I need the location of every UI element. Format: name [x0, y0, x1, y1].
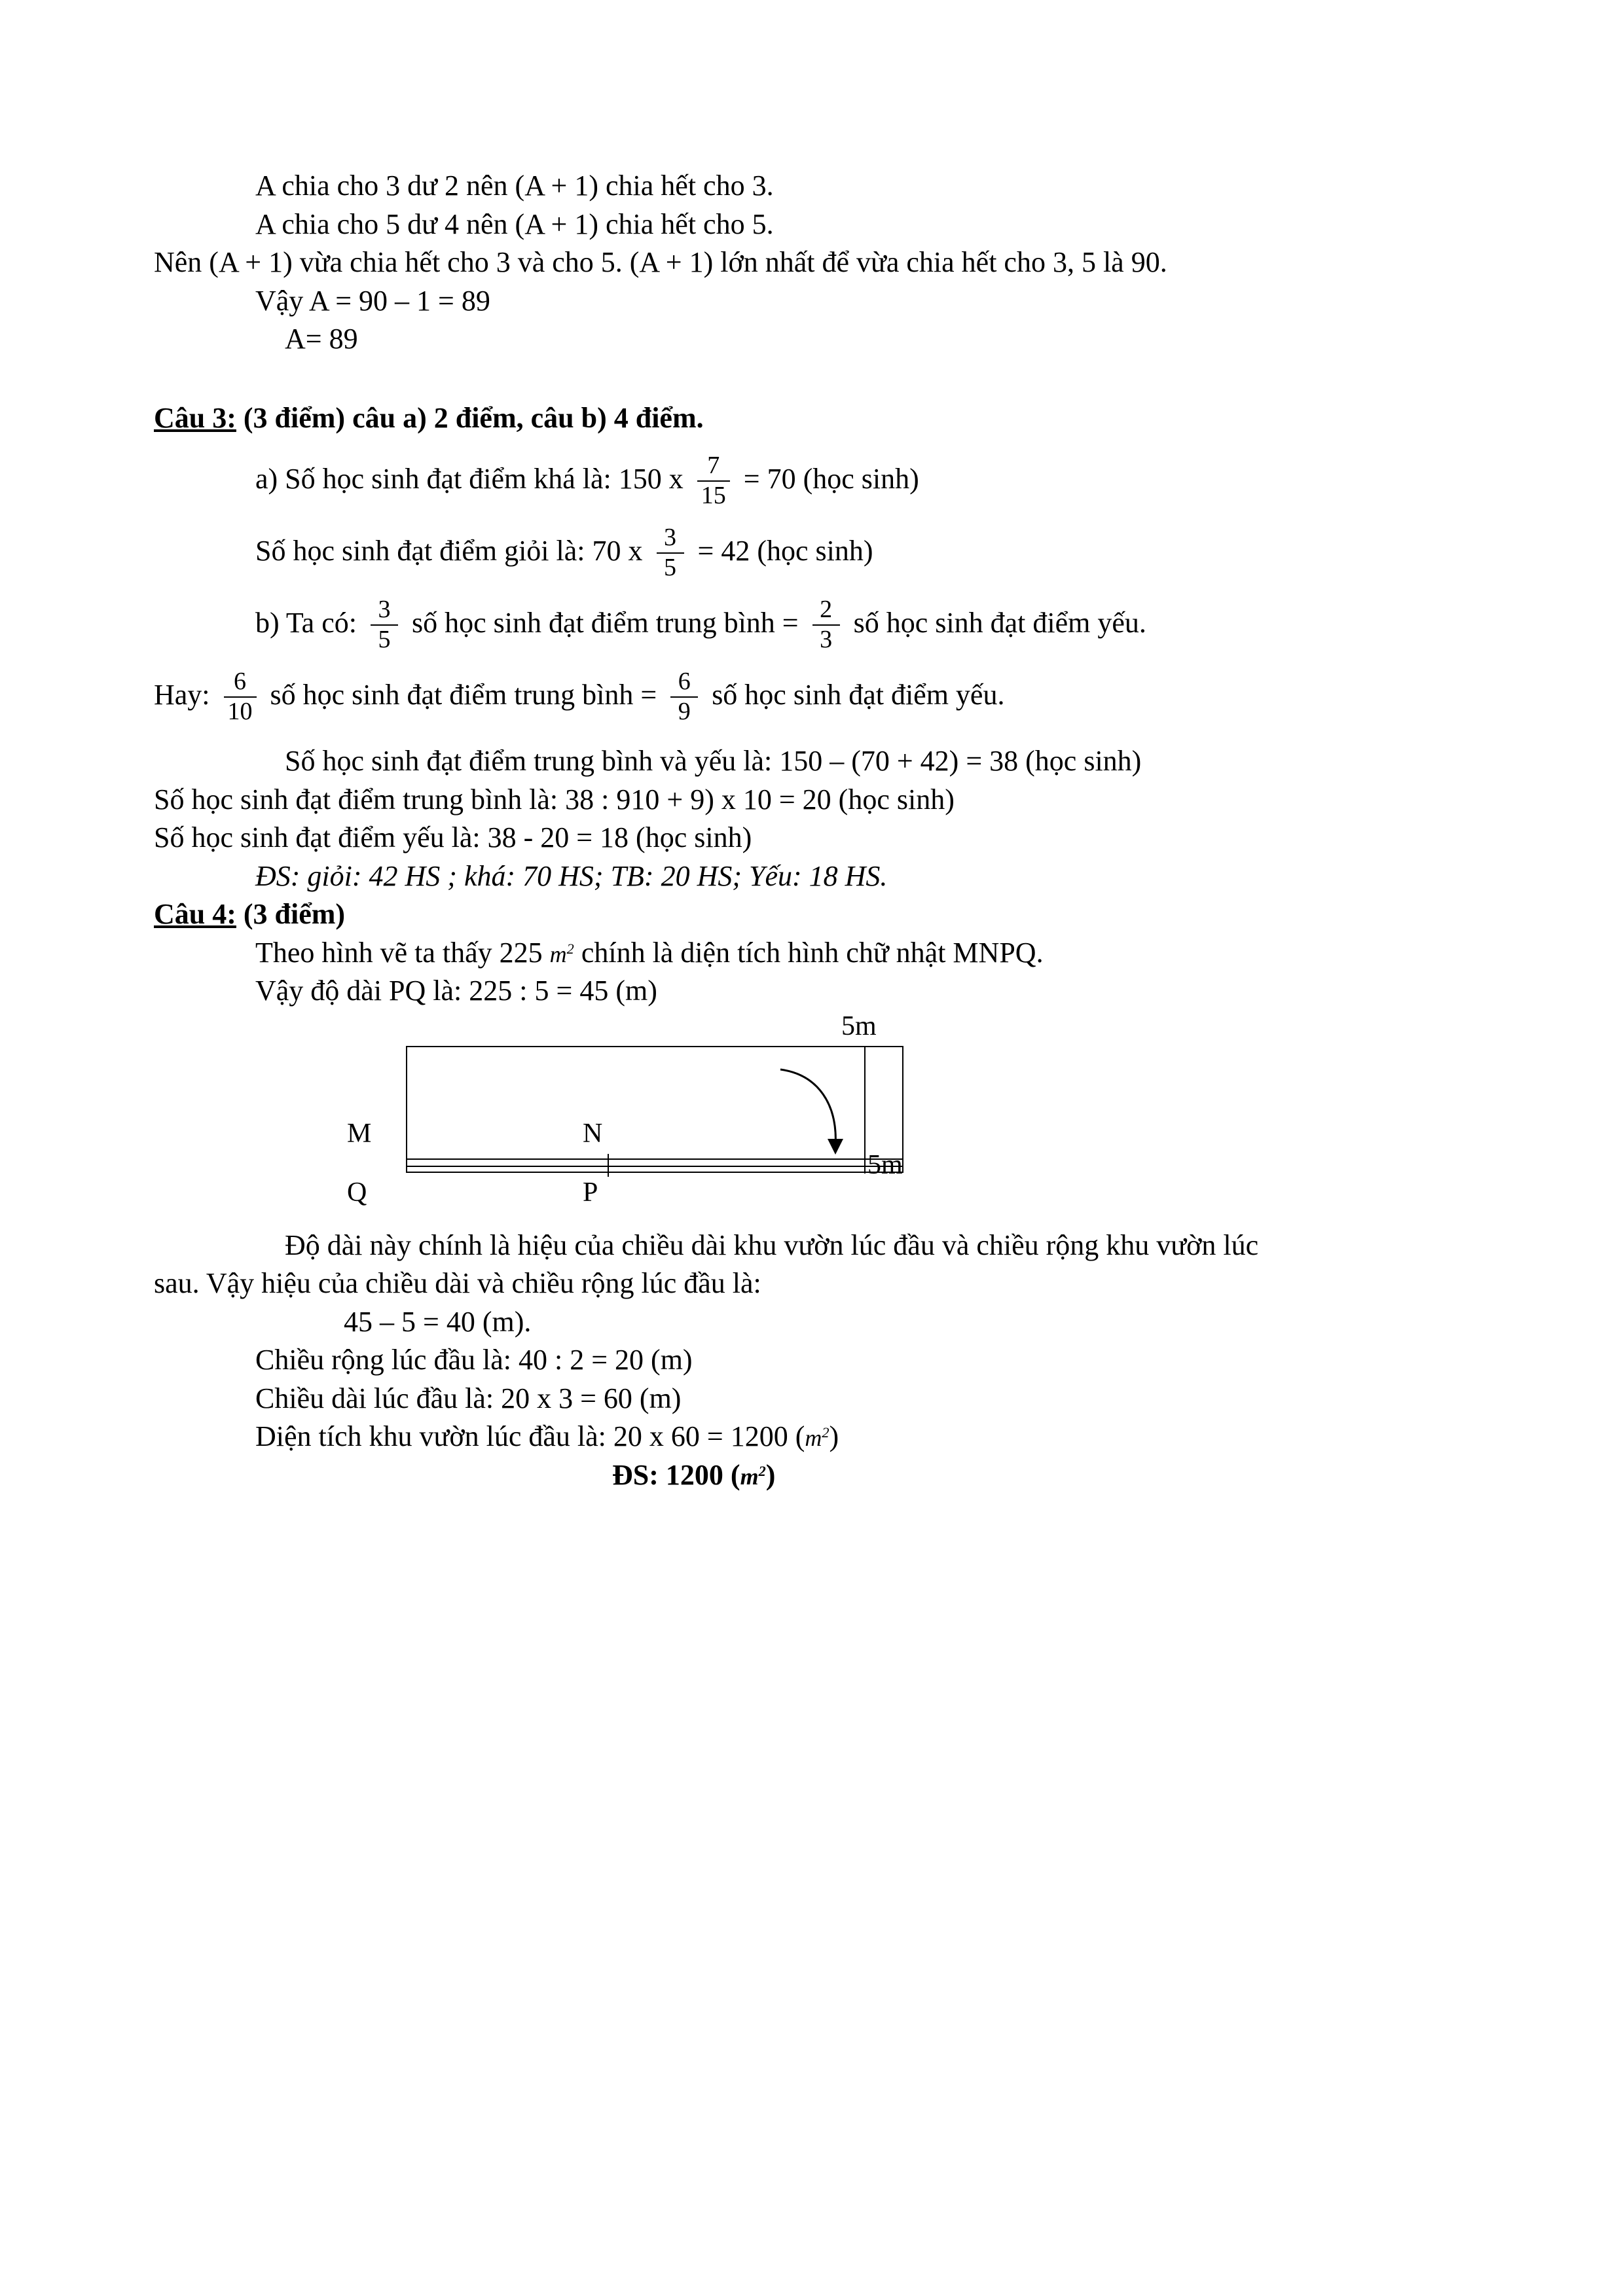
cau4-line1-a: Theo hình vẽ ta thấy 225 — [255, 936, 543, 969]
figure-canvas — [255, 1011, 910, 1216]
intro-line-2: A chia cho 5 dư 4 nên (A + 1) chia hết cho 5. — [255, 207, 774, 240]
fraction-numerator: 6 — [678, 668, 691, 696]
cau3-heading — [154, 399, 1470, 438]
intro-line-1: A chia cho 3 dư 2 nên (A + 1) chia hết cho 3. — [255, 170, 774, 202]
cau3-line-tb: Số học sinh đạt điểm trung bình là: 38 : 910 + 9) x 10 = 20 (học sinh) — [154, 783, 955, 816]
cau4-heading — [154, 895, 1470, 934]
intro-line-4: Vậy A = 90 – 1 = 89 — [255, 284, 490, 317]
spacer-6 — [154, 725, 1470, 742]
label-right-5m: 5m — [867, 1149, 903, 1180]
fraction-numerator: 3 — [664, 524, 677, 552]
label-vertex-q: Q — [347, 1177, 367, 1208]
fraction-6-9 — [670, 669, 698, 724]
fraction-denominator: 3 — [820, 626, 833, 654]
label-vertex-m: M — [347, 1118, 372, 1149]
fraction-numerator: 6 — [234, 668, 247, 696]
fraction-3-5-b — [371, 597, 398, 652]
intro-line-5: A= 89 — [285, 323, 358, 355]
unit-exponent: 2 — [822, 1424, 830, 1441]
cau4-ds-b: ) — [765, 1458, 776, 1491]
document-content — [154, 167, 1470, 1494]
cau3-a-prefix: a) Số học sinh đạt điểm khá là: 150 x — [255, 463, 684, 495]
unit-m-squared — [805, 1425, 829, 1451]
fraction-3-5 — [657, 525, 684, 580]
cau3-a2-suffix: = 42 (học sinh) — [697, 535, 873, 567]
cau4-calc4-a: Diện tích khu vườn lúc đầu là: 20 x 60 = 1200 ( — [255, 1420, 805, 1453]
label-vertex-p: P — [583, 1177, 598, 1208]
cau3-hay-suffix: số học sinh đạt điểm yếu. — [712, 679, 1005, 711]
cau4-para-1: Độ dài này chính là hiệu của chiều dài khu vườn lúc đầu và chiều rộng khu vườn lúc — [285, 1229, 1259, 1261]
cau3-b-suffix: số học sinh đạt điểm yếu. — [853, 607, 1146, 639]
spacer-2 — [154, 437, 1470, 454]
fraction-7-15 — [697, 453, 730, 508]
unit-m-squared — [740, 1463, 766, 1490]
cau3-hay-line — [154, 670, 1470, 725]
fraction-denominator: 9 — [678, 698, 691, 726]
cau3-label: Câu 3: — [154, 401, 236, 434]
unit-m: m — [549, 941, 567, 967]
vertical-divider-mid — [608, 1154, 609, 1177]
fraction-numerator: 7 — [707, 452, 720, 480]
cau3-heading-rest: (3 điểm) câu a) 2 điểm, câu b) 4 điểm. — [236, 401, 704, 434]
cau4-calc-1: 45 – 5 = 40 (m). — [344, 1305, 532, 1338]
cau3-a-suffix: = 70 (học sinh) — [743, 463, 919, 495]
cau4-calc-2: Chiều rộng lúc đầu là: 40 : 2 = 20 (m) — [255, 1344, 693, 1376]
cau3-a-line — [154, 454, 1470, 509]
label-top-5m: 5m — [841, 1011, 877, 1041]
spacer-4 — [154, 581, 1470, 598]
cau3-b-prefix: b) Ta có: — [255, 607, 357, 639]
cau4-line-2: Vậy độ dài PQ là: 225 : 5 = 45 (m) — [255, 975, 657, 1007]
cau4-label: Câu 4: — [154, 898, 236, 931]
cau4-calc-3: Chiều dài lúc đầu là: 20 x 3 = 60 (m) — [255, 1382, 682, 1414]
cau4-line1-b: chính là diện tích hình chữ nhật MNPQ. — [581, 936, 1044, 969]
unit-exponent: 2 — [566, 940, 574, 957]
cau3-hay-prefix: Hay: — [154, 679, 210, 711]
fraction-denominator: 5 — [664, 554, 677, 582]
label-vertex-n: N — [583, 1118, 603, 1149]
fraction-2-3 — [812, 597, 840, 652]
cau4-ds-a: ĐS: 1200 ( — [612, 1458, 740, 1491]
cau4-heading-rest: (3 điểm) — [236, 898, 346, 931]
geometry-figure — [154, 1011, 1470, 1223]
fraction-6-10 — [224, 669, 257, 724]
cau3-a2-line — [154, 526, 1470, 581]
cau3-hay-mid: số học sinh đạt điểm trung bình = — [270, 679, 657, 711]
fraction-denominator: 5 — [378, 626, 391, 654]
cau4-ds — [154, 1456, 1470, 1495]
spacer-1 — [154, 359, 1470, 399]
cau4-calc4-b: ) — [829, 1420, 839, 1453]
unit-m: m — [740, 1463, 759, 1490]
cau3-b-mid: số học sinh đạt điểm trung bình = — [411, 607, 799, 639]
spacer-5 — [154, 653, 1470, 670]
cau3-b-line — [154, 598, 1470, 653]
unit-exponent: 2 — [758, 1462, 766, 1479]
cau3-line-tb-yeu: Số học sinh đạt điểm trung bình và yếu là: 150 – (70 + 42) = 38 (học sinh) — [285, 745, 1142, 778]
unit-m-squared — [550, 941, 574, 967]
cau4-calc-4 — [154, 1418, 1470, 1456]
cau3-ds: ĐS: giỏi: 42 HS ; khá: 70 HS; TB: 20 HS; Yếu: 18 HS. — [255, 859, 888, 892]
fraction-denominator: 10 — [227, 698, 253, 726]
fraction-numerator: 2 — [820, 596, 833, 624]
spacer-3 — [154, 509, 1470, 526]
cau4-line-1 — [154, 934, 1470, 973]
intro-line-3: Nên (A + 1) vừa chia hết cho 3 và cho 5. (A + 1) lớn nhất để vừa chia hết cho 3, 5 là 90. — [154, 246, 1167, 279]
cau3-a2-prefix: Số học sinh đạt điểm giỏi là: 70 x — [255, 535, 643, 567]
cau4-para-2: sau. Vậy hiệu của chiều dài và chiều rộng lúc đầu là: — [154, 1267, 761, 1300]
fraction-numerator: 3 — [378, 596, 391, 624]
fraction-denominator: 15 — [701, 482, 726, 510]
unit-m: m — [805, 1425, 822, 1452]
cau3-line-yeu: Số học sinh đạt điểm yếu là: 38 - 20 = 18 (học sinh) — [154, 821, 752, 854]
